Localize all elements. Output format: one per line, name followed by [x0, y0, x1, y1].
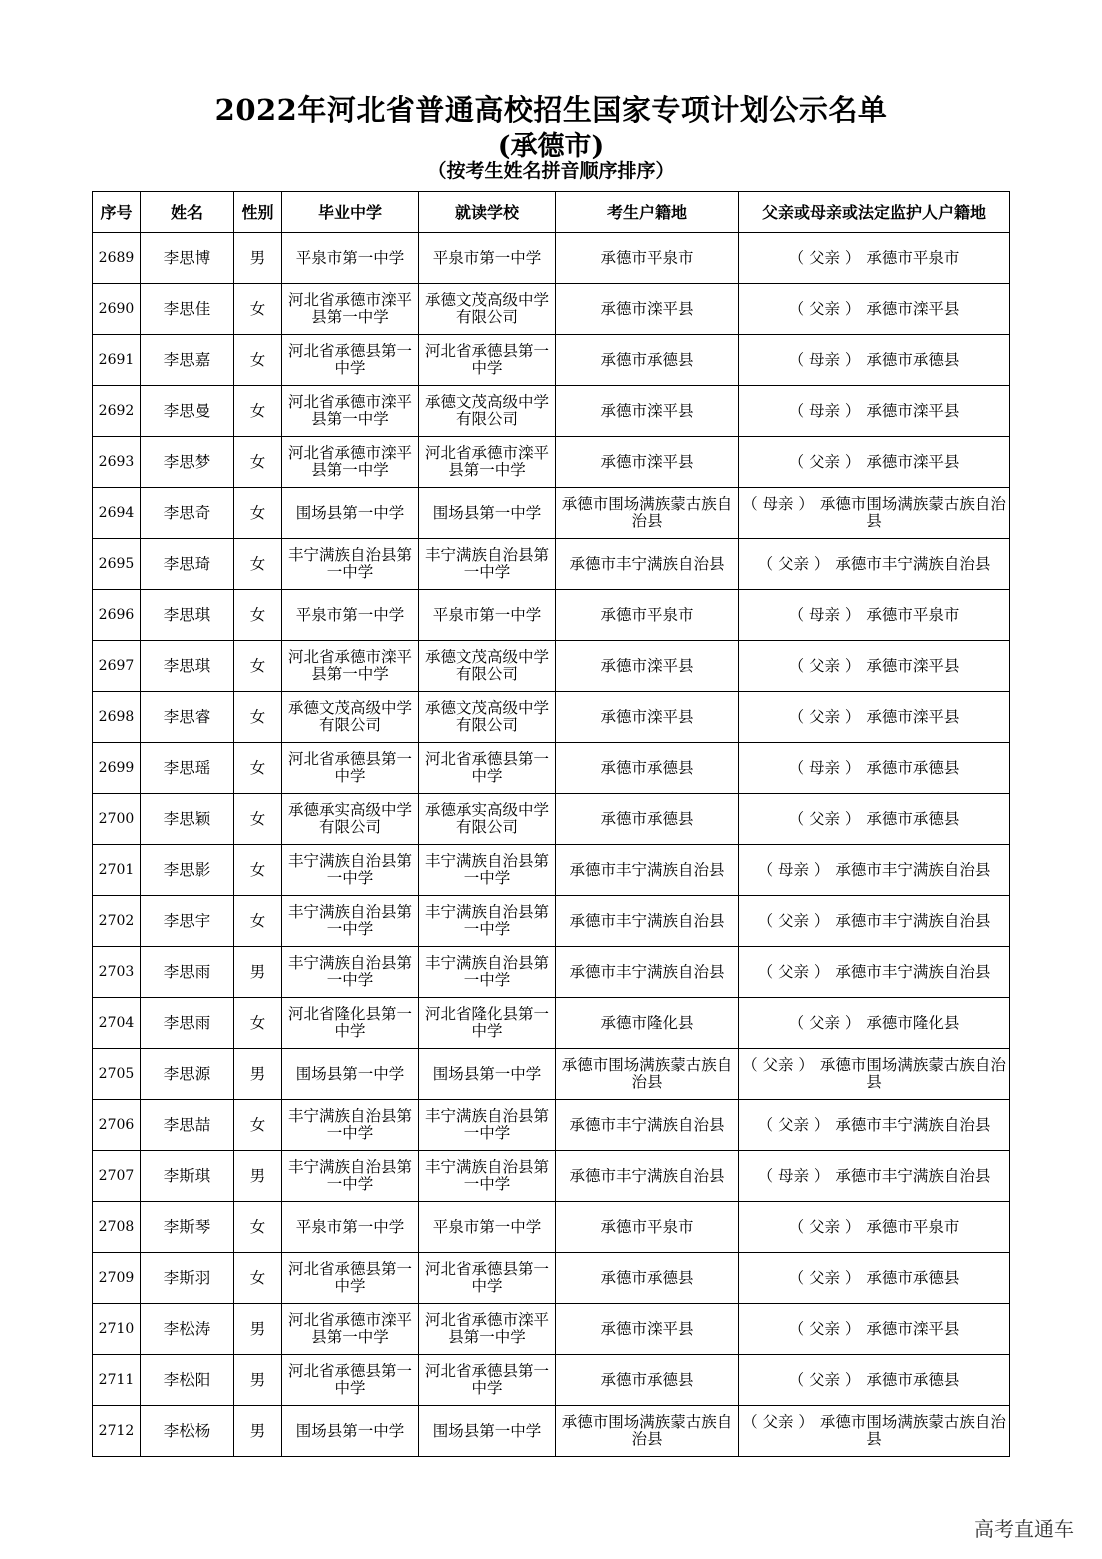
seq-cell: 2712 [93, 1406, 141, 1457]
gender-cell: 女 [234, 896, 282, 947]
current-school-cell: 河北省承德县第一中学 [419, 743, 556, 794]
guardian-place: 承德市平泉市 [866, 605, 960, 624]
watermark: 高考直通车 [974, 1517, 1074, 1541]
guardian-place: 承德市隆化县 [866, 1013, 960, 1032]
household-cell: 承德市滦平县 [556, 692, 739, 743]
gender-cell: 男 [234, 947, 282, 998]
gender-cell: 女 [234, 386, 282, 437]
gender-cell: 女 [234, 743, 282, 794]
table-row [93, 488, 1010, 539]
gender-cell: 女 [234, 1202, 282, 1253]
current-school-cell: 丰宁满族自治县第一中学 [419, 539, 556, 590]
grad-school-cell: 承德文茂高级中学有限公司 [282, 692, 419, 743]
guardian-place: 承德市承德县 [866, 758, 960, 777]
seq-cell: 2697 [93, 641, 141, 692]
seq-cell: 2704 [93, 998, 141, 1049]
guardian-place: 承德市滦平县 [866, 656, 960, 675]
name-cell: 李思博 [141, 233, 234, 284]
guardian-household-cell [739, 1355, 1010, 1406]
guardian-place: 承德市承德县 [866, 1370, 960, 1389]
household-cell: 承德市滦平县 [556, 437, 739, 488]
current-school-cell: 丰宁满族自治县第一中学 [419, 947, 556, 998]
seq-cell: 2694 [93, 488, 141, 539]
current-school-cell: 承德文茂高级中学有限公司 [419, 641, 556, 692]
gender-cell: 女 [234, 1253, 282, 1304]
guardian-household-cell [739, 1253, 1010, 1304]
col-header-guardian-household: 父亲或母亲或法定监护人户籍地 [739, 192, 1010, 233]
seq-cell: 2693 [93, 437, 141, 488]
name-cell: 李斯琪 [141, 1151, 234, 1202]
table-row [93, 1253, 1010, 1304]
current-school-cell: 平泉市第一中学 [419, 590, 556, 641]
guardian-place: 承德市丰宁满族自治县 [835, 1115, 991, 1134]
grad-school-cell: 河北省承德市滦平县第一中学 [282, 386, 419, 437]
seq-cell: 2705 [93, 1049, 141, 1100]
current-school-cell: 承德文茂高级中学有限公司 [419, 386, 556, 437]
seq-cell: 2700 [93, 794, 141, 845]
col-header-gender: 性别 [234, 192, 282, 233]
household-cell: 承德市滦平县 [556, 386, 739, 437]
seq-cell: 2709 [93, 1253, 141, 1304]
seq-cell: 2692 [93, 386, 141, 437]
grad-school-cell: 河北省承德县第一中学 [282, 743, 419, 794]
guardian-relation: （ 父亲 ） [757, 962, 830, 981]
table-row [93, 590, 1010, 641]
guardian-household-cell [739, 947, 1010, 998]
seq-cell: 2702 [93, 896, 141, 947]
col-header-name: 姓名 [141, 192, 234, 233]
seq-cell: 2710 [93, 1304, 141, 1355]
guardian-place: 承德市滦平县 [866, 299, 960, 318]
guardian-place: 承德市围场满族蒙古族自治县 [819, 1413, 1006, 1448]
household-cell: 承德市丰宁满族自治县 [556, 1100, 739, 1151]
household-cell: 承德市承德县 [556, 743, 739, 794]
grad-school-cell: 河北省承德县第一中学 [282, 1355, 419, 1406]
guardian-household-cell [739, 1406, 1010, 1457]
guardian-relation: （ 母亲 ） [788, 758, 861, 777]
name-cell: 李思睿 [141, 692, 234, 743]
guardian-relation: （ 父亲 ） [788, 1217, 861, 1236]
grad-school-cell: 河北省隆化县第一中学 [282, 998, 419, 1049]
grad-school-cell: 围场县第一中学 [282, 488, 419, 539]
table-row [93, 1202, 1010, 1253]
gender-cell: 男 [234, 1049, 282, 1100]
household-cell: 承德市滦平县 [556, 641, 739, 692]
guardian-household-cell [739, 233, 1010, 284]
grad-school-cell: 丰宁满族自治县第一中学 [282, 947, 419, 998]
guardian-relation: （ 父亲 ） [742, 1413, 814, 1431]
col-header-grad-school: 毕业中学 [282, 192, 419, 233]
name-cell: 李思琪 [141, 590, 234, 641]
seq-cell: 2695 [93, 539, 141, 590]
guardian-household-cell [739, 692, 1010, 743]
table-row [93, 692, 1010, 743]
table-row [93, 1151, 1010, 1202]
grad-school-cell: 丰宁满族自治县第一中学 [282, 1100, 419, 1151]
gender-cell: 女 [234, 284, 282, 335]
gender-cell: 女 [234, 692, 282, 743]
seq-cell: 2708 [93, 1202, 141, 1253]
table-row [93, 1100, 1010, 1151]
grad-school-cell: 丰宁满族自治县第一中学 [282, 845, 419, 896]
seq-cell: 2691 [93, 335, 141, 386]
guardian-household-cell [739, 641, 1010, 692]
guardian-place: 承德市承德县 [866, 1268, 960, 1287]
current-school-cell: 承德承实高级中学有限公司 [419, 794, 556, 845]
guardian-place: 承德市滦平县 [866, 452, 960, 471]
gender-cell: 女 [234, 1100, 282, 1151]
grad-school-cell: 围场县第一中学 [282, 1406, 419, 1457]
guardian-relation: （ 父亲 ） [788, 1370, 861, 1389]
household-cell: 承德市围场满族蒙古族自治县 [556, 488, 739, 539]
guardian-place: 承德市承德县 [866, 809, 960, 828]
household-cell: 承德市承德县 [556, 794, 739, 845]
current-school-cell: 河北省承德县第一中学 [419, 1253, 556, 1304]
household-cell: 承德市平泉市 [556, 1202, 739, 1253]
household-cell: 承德市丰宁满族自治县 [556, 1151, 739, 1202]
page-subtitle: (承德市) [497, 131, 605, 162]
seq-cell: 2698 [93, 692, 141, 743]
grad-school-cell: 平泉市第一中学 [282, 233, 419, 284]
name-cell: 李思佳 [141, 284, 234, 335]
grad-school-cell: 围场县第一中学 [282, 1049, 419, 1100]
guardian-relation: （ 母亲 ） [757, 860, 830, 879]
guardian-household-cell [739, 386, 1010, 437]
grad-school-cell: 丰宁满族自治县第一中学 [282, 896, 419, 947]
guardian-place: 承德市滦平县 [866, 707, 960, 726]
seq-cell: 2711 [93, 1355, 141, 1406]
grad-school-cell: 河北省承德市滦平县第一中学 [282, 437, 419, 488]
household-cell: 承德市丰宁满族自治县 [556, 947, 739, 998]
household-cell: 承德市围场满族蒙古族自治县 [556, 1406, 739, 1457]
grad-school-cell: 河北省承德市滦平县第一中学 [282, 1304, 419, 1355]
name-cell: 李思颖 [141, 794, 234, 845]
name-cell: 李思瑶 [141, 743, 234, 794]
guardian-household-cell [739, 590, 1010, 641]
seq-cell: 2689 [93, 233, 141, 284]
gender-cell: 女 [234, 998, 282, 1049]
name-cell: 李松阳 [141, 1355, 234, 1406]
col-header-household: 考生户籍地 [556, 192, 739, 233]
current-school-cell: 围场县第一中学 [419, 488, 556, 539]
name-cell: 李思奇 [141, 488, 234, 539]
household-cell: 承德市滦平县 [556, 1304, 739, 1355]
table-row [93, 1049, 1010, 1100]
gender-cell: 女 [234, 335, 282, 386]
guardian-relation: （ 父亲 ） [788, 809, 861, 828]
name-cell: 李松杨 [141, 1406, 234, 1457]
name-cell: 李思曼 [141, 386, 234, 437]
guardian-place: 承德市围场满族蒙古族自治县 [819, 495, 1006, 530]
page-title: 2022年河北省普通高校招生国家专项计划公示名单 [214, 93, 888, 127]
household-cell: 承德市围场满族蒙古族自治县 [556, 1049, 739, 1100]
seq-cell: 2690 [93, 284, 141, 335]
gender-cell: 男 [234, 1355, 282, 1406]
guardian-relation: （ 父亲 ） [788, 1319, 861, 1338]
table-row [93, 233, 1010, 284]
name-cell: 李思琪 [141, 641, 234, 692]
guardian-place: 承德市平泉市 [866, 1217, 960, 1236]
guardian-household-cell [739, 845, 1010, 896]
table-header-row [93, 192, 1010, 233]
guardian-household-cell [739, 437, 1010, 488]
household-cell: 承德市隆化县 [556, 998, 739, 1049]
gender-cell: 女 [234, 794, 282, 845]
current-school-cell: 平泉市第一中学 [419, 233, 556, 284]
guardian-household-cell [739, 998, 1010, 1049]
household-cell: 承德市平泉市 [556, 233, 739, 284]
grad-school-cell: 丰宁满族自治县第一中学 [282, 1151, 419, 1202]
grad-school-cell: 平泉市第一中学 [282, 1202, 419, 1253]
table-row [93, 437, 1010, 488]
roster-table [92, 191, 1010, 1457]
gender-cell: 男 [234, 1406, 282, 1457]
guardian-place: 承德市丰宁满族自治县 [835, 962, 991, 981]
household-cell: 承德市承德县 [556, 1355, 739, 1406]
guardian-place: 承德市围场满族蒙古族自治县 [819, 1056, 1006, 1091]
guardian-relation: （ 父亲 ） [742, 1056, 814, 1074]
table-row [93, 1304, 1010, 1355]
guardian-household-cell [739, 335, 1010, 386]
gender-cell: 男 [234, 1151, 282, 1202]
current-school-cell: 承德文茂高级中学有限公司 [419, 692, 556, 743]
name-cell: 李思梦 [141, 437, 234, 488]
table-row [93, 998, 1010, 1049]
guardian-household-cell [739, 1100, 1010, 1151]
guardian-relation: （ 母亲 ） [742, 495, 814, 513]
current-school-cell: 河北省承德县第一中学 [419, 1355, 556, 1406]
guardian-relation: （ 父亲 ） [788, 248, 861, 267]
name-cell: 李思雨 [141, 947, 234, 998]
seq-cell: 2706 [93, 1100, 141, 1151]
gender-cell: 女 [234, 539, 282, 590]
gender-cell: 女 [234, 845, 282, 896]
guardian-place: 承德市丰宁满族自治县 [835, 554, 991, 573]
table-row [93, 539, 1010, 590]
table-row [93, 1355, 1010, 1406]
current-school-cell: 丰宁满族自治县第一中学 [419, 896, 556, 947]
household-cell: 承德市丰宁满族自治县 [556, 896, 739, 947]
guardian-household-cell [739, 1304, 1010, 1355]
table-row [93, 896, 1010, 947]
guardian-household-cell [739, 1049, 1010, 1100]
guardian-relation: （ 母亲 ） [788, 605, 861, 624]
guardian-relation: （ 父亲 ） [757, 1115, 830, 1134]
gender-cell: 女 [234, 641, 282, 692]
household-cell: 承德市滦平县 [556, 284, 739, 335]
guardian-relation: （ 母亲 ） [788, 401, 861, 420]
household-cell: 承德市丰宁满族自治县 [556, 539, 739, 590]
current-school-cell: 丰宁满族自治县第一中学 [419, 845, 556, 896]
current-school-cell: 河北省隆化县第一中学 [419, 998, 556, 1049]
guardian-relation: （ 母亲 ） [757, 1166, 830, 1185]
grad-school-cell: 河北省承德县第一中学 [282, 335, 419, 386]
household-cell: 承德市平泉市 [556, 590, 739, 641]
current-school-cell: 平泉市第一中学 [419, 1202, 556, 1253]
table-row [93, 947, 1010, 998]
guardian-household-cell [739, 284, 1010, 335]
current-school-cell: 河北省承德市滦平县第一中学 [419, 437, 556, 488]
col-header-seq: 序号 [93, 192, 141, 233]
gender-cell: 男 [234, 233, 282, 284]
guardian-place: 承德市丰宁满族自治县 [835, 911, 991, 930]
household-cell: 承德市丰宁满族自治县 [556, 845, 739, 896]
grad-school-cell: 河北省承德市滦平县第一中学 [282, 284, 419, 335]
gender-cell: 女 [234, 437, 282, 488]
name-cell: 李思琦 [141, 539, 234, 590]
guardian-household-cell [739, 1151, 1010, 1202]
name-cell: 李松涛 [141, 1304, 234, 1355]
name-cell: 李斯琴 [141, 1202, 234, 1253]
current-school-cell: 丰宁满族自治县第一中学 [419, 1151, 556, 1202]
name-cell: 李思雨 [141, 998, 234, 1049]
guardian-place: 承德市滦平县 [866, 1319, 960, 1338]
grad-school-cell: 河北省承德市滦平县第一中学 [282, 641, 419, 692]
guardian-place: 承德市丰宁满族自治县 [835, 860, 991, 879]
gender-cell: 男 [234, 1304, 282, 1355]
col-header-current-school: 就读学校 [419, 192, 556, 233]
guardian-place: 承德市平泉市 [866, 248, 960, 267]
current-school-cell: 河北省承德市滦平县第一中学 [419, 1304, 556, 1355]
table-row [93, 794, 1010, 845]
current-school-cell: 丰宁满族自治县第一中学 [419, 1100, 556, 1151]
current-school-cell: 围场县第一中学 [419, 1049, 556, 1100]
grad-school-cell: 承德承实高级中学有限公司 [282, 794, 419, 845]
guardian-relation: （ 父亲 ） [757, 554, 830, 573]
current-school-cell: 承德文茂高级中学有限公司 [419, 284, 556, 335]
guardian-household-cell [739, 743, 1010, 794]
gender-cell: 女 [234, 590, 282, 641]
guardian-relation: （ 父亲 ） [788, 707, 861, 726]
name-cell: 李思嘉 [141, 335, 234, 386]
guardian-relation: （ 父亲 ） [788, 452, 861, 471]
grad-school-cell: 丰宁满族自治县第一中学 [282, 539, 419, 590]
name-cell: 李思宇 [141, 896, 234, 947]
guardian-relation: （ 父亲 ） [788, 1013, 861, 1032]
name-cell: 李思喆 [141, 1100, 234, 1151]
guardian-place: 承德市丰宁满族自治县 [835, 1166, 991, 1185]
household-cell: 承德市承德县 [556, 335, 739, 386]
seq-cell: 2696 [93, 590, 141, 641]
guardian-place: 承德市滦平县 [866, 401, 960, 420]
guardian-household-cell [739, 896, 1010, 947]
guardian-household-cell [739, 488, 1010, 539]
guardian-household-cell [739, 539, 1010, 590]
guardian-relation: （ 母亲 ） [788, 350, 861, 369]
name-cell: 李斯羽 [141, 1253, 234, 1304]
table-row [93, 743, 1010, 794]
table-row [93, 335, 1010, 386]
grad-school-cell: 河北省承德县第一中学 [282, 1253, 419, 1304]
table-row [93, 641, 1010, 692]
seq-cell: 2701 [93, 845, 141, 896]
seq-cell: 2703 [93, 947, 141, 998]
guardian-relation: （ 父亲 ） [788, 299, 861, 318]
current-school-cell: 围场县第一中学 [419, 1406, 556, 1457]
guardian-relation: （ 父亲 ） [788, 656, 861, 675]
guardian-household-cell [739, 794, 1010, 845]
table-row [93, 845, 1010, 896]
name-cell: 李思源 [141, 1049, 234, 1100]
table-row [93, 284, 1010, 335]
guardian-relation: （ 父亲 ） [788, 1268, 861, 1287]
household-cell: 承德市承德县 [556, 1253, 739, 1304]
name-cell: 李思影 [141, 845, 234, 896]
seq-cell: 2699 [93, 743, 141, 794]
grad-school-cell: 平泉市第一中学 [282, 590, 419, 641]
guardian-household-cell [739, 1202, 1010, 1253]
gender-cell: 女 [234, 488, 282, 539]
table-row [93, 1406, 1010, 1457]
guardian-place: 承德市承德县 [866, 350, 960, 369]
guardian-relation: （ 父亲 ） [757, 911, 830, 930]
sort-note: （按考生姓名拼音顺序排序） [427, 160, 675, 182]
current-school-cell: 河北省承德县第一中学 [419, 335, 556, 386]
table-row [93, 386, 1010, 437]
seq-cell: 2707 [93, 1151, 141, 1202]
